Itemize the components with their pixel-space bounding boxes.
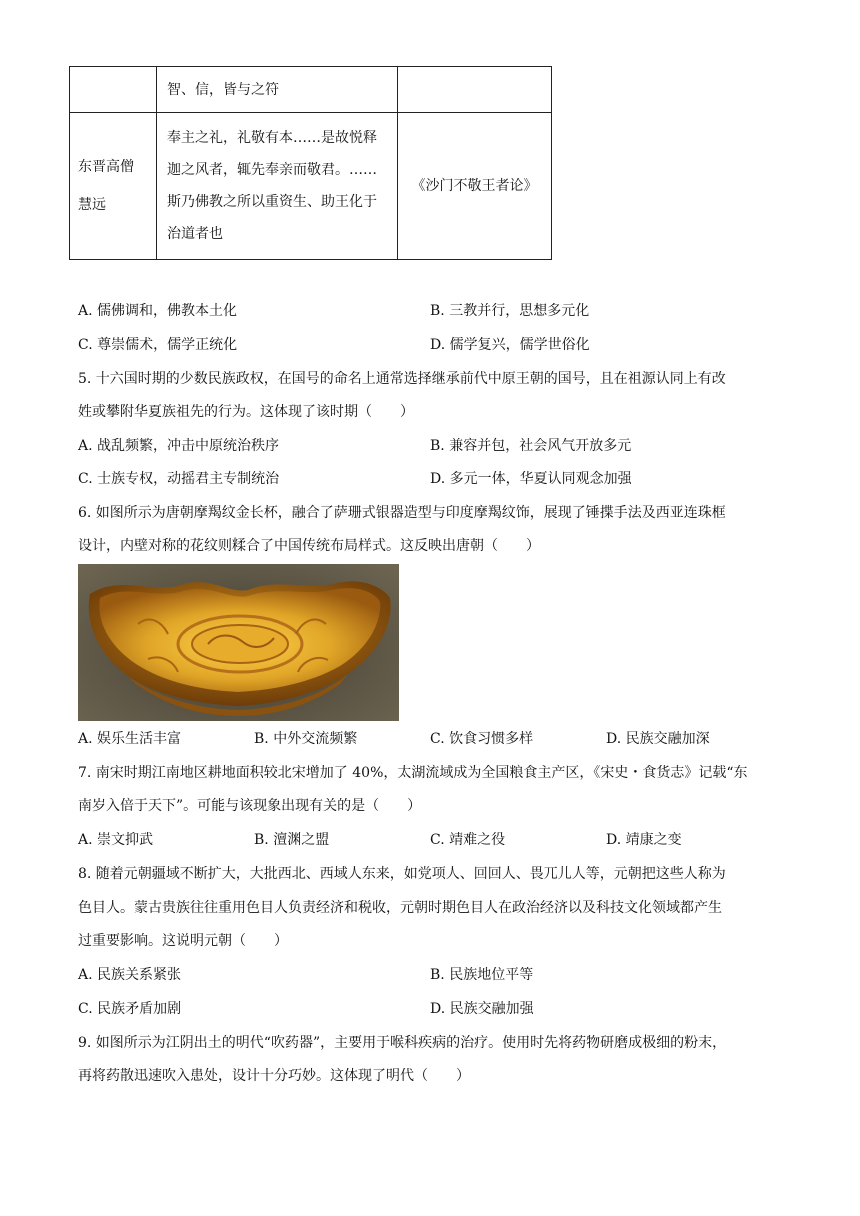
question-9-stem: 再将药散迅速吹入患处，设计十分巧妙。这体现了明代（ ）: [78, 1068, 470, 1084]
option-b: B. 兼容并包，社会风气开放多元: [430, 438, 632, 454]
option-a: A. 娱乐生活丰富: [78, 731, 182, 747]
question-8-stem: 过重要影响。这说明元朝（ ）: [78, 933, 288, 949]
cell-line: 奉主之礼，礼敬有本……是故悦释: [167, 130, 377, 146]
option-c: C. 饮食习惯多样: [430, 731, 534, 747]
table-cell: 《沙门不敬王者论》: [398, 113, 552, 260]
question-5-stem: 姓或攀附华夏族祖先的行为。这体现了该时期（ ）: [78, 404, 414, 420]
cell-line: 东晋高僧: [78, 159, 134, 175]
question-9-stem: 9. 如图所示为江阴出土的明代“吹药器”，主要用于喉科疾病的治疗。使用时先将药物研磨成极细的粉末，: [78, 1035, 727, 1051]
question-8-stem: 8. 随着元朝疆域不断扩大，大批西北、西域人东来，如党项人、回回人、畏兀儿人等，元朝把这些人称为: [78, 866, 726, 882]
question-7-stem: 7. 南宋时期江南地区耕地面积较北宋增加了 40%，太湖流域成为全国粮食主产区，《宋史・食货志》记载“东: [78, 765, 748, 781]
question-7-stem: 南岁入倍于天下”。可能与该现象出现有关的是（ ）: [78, 798, 422, 814]
cell-line: 斯乃佛教之所以重资生、助王化于: [167, 194, 377, 210]
option-b: B. 澶渊之盟: [254, 832, 330, 848]
option-c: C. 尊崇儒术，儒学正统化: [78, 337, 238, 353]
table-row: [70, 113, 552, 260]
question-5-stem: 5. 十六国时期的少数民族政权，在国号的命名上通常选择继承前代中原王朝的国号，且在祖源认同上有改: [78, 371, 726, 387]
option-d: D. 民族交融加深: [606, 731, 710, 747]
table-row: [70, 67, 552, 113]
quote-table: [69, 66, 552, 260]
option-d: D. 多元一体，华夏认同观念加强: [430, 471, 632, 487]
option-a: A. 民族关系紧张: [78, 967, 182, 983]
question-6-stem: 设计，内壁对称的花纹则糅合了中国传统布局样式。这反映出唐朝（ ）: [78, 538, 540, 554]
gold-cup-image: [78, 564, 399, 721]
cell-line: 迦之风者，辄先奉亲而敬君。……: [167, 162, 377, 178]
option-b: B. 中外交流频繁: [254, 731, 358, 747]
option-a: A. 崇文抑武: [78, 832, 154, 848]
cell-line: 慧远: [78, 197, 106, 213]
option-c: C. 靖难之役: [430, 832, 506, 848]
option-c: C. 民族矛盾加剧: [78, 1001, 182, 1017]
option-d: D. 民族交融加强: [430, 1001, 534, 1017]
table-cell: [157, 113, 398, 260]
table-cell: [70, 67, 157, 113]
option-b: B. 民族地位平等: [430, 967, 534, 983]
question-8-stem: 色目人。蒙古贵族往往重用色目人负责经济和税收，元朝时期色目人在政治经济以及科技文化领域都产生: [78, 900, 722, 916]
option-c: C. 士族专权，动摇君主专制统治: [78, 471, 280, 487]
option-b: B. 三教并行，思想多元化: [430, 303, 590, 319]
option-a: A. 儒佛调和，佛教本土化: [78, 303, 238, 319]
option-a: A. 战乱频繁，冲击中原统治秩序: [78, 438, 280, 454]
question-6-stem: 6. 如图所示为唐朝摩羯纹金长杯，融合了萨珊式银器造型与印度摩羯纹饰，展现了锤揲手法及西亚连珠框: [78, 505, 726, 521]
gold-cup-photo: [78, 564, 399, 721]
table-cell: [70, 113, 157, 260]
table-cell: [398, 67, 552, 113]
option-d: D. 靖康之变: [606, 832, 682, 848]
option-d: D. 儒学复兴，儒学世俗化: [430, 337, 590, 353]
table-cell: 智、信，皆与之符: [157, 67, 398, 113]
cell-line: 治道者也: [167, 226, 223, 242]
